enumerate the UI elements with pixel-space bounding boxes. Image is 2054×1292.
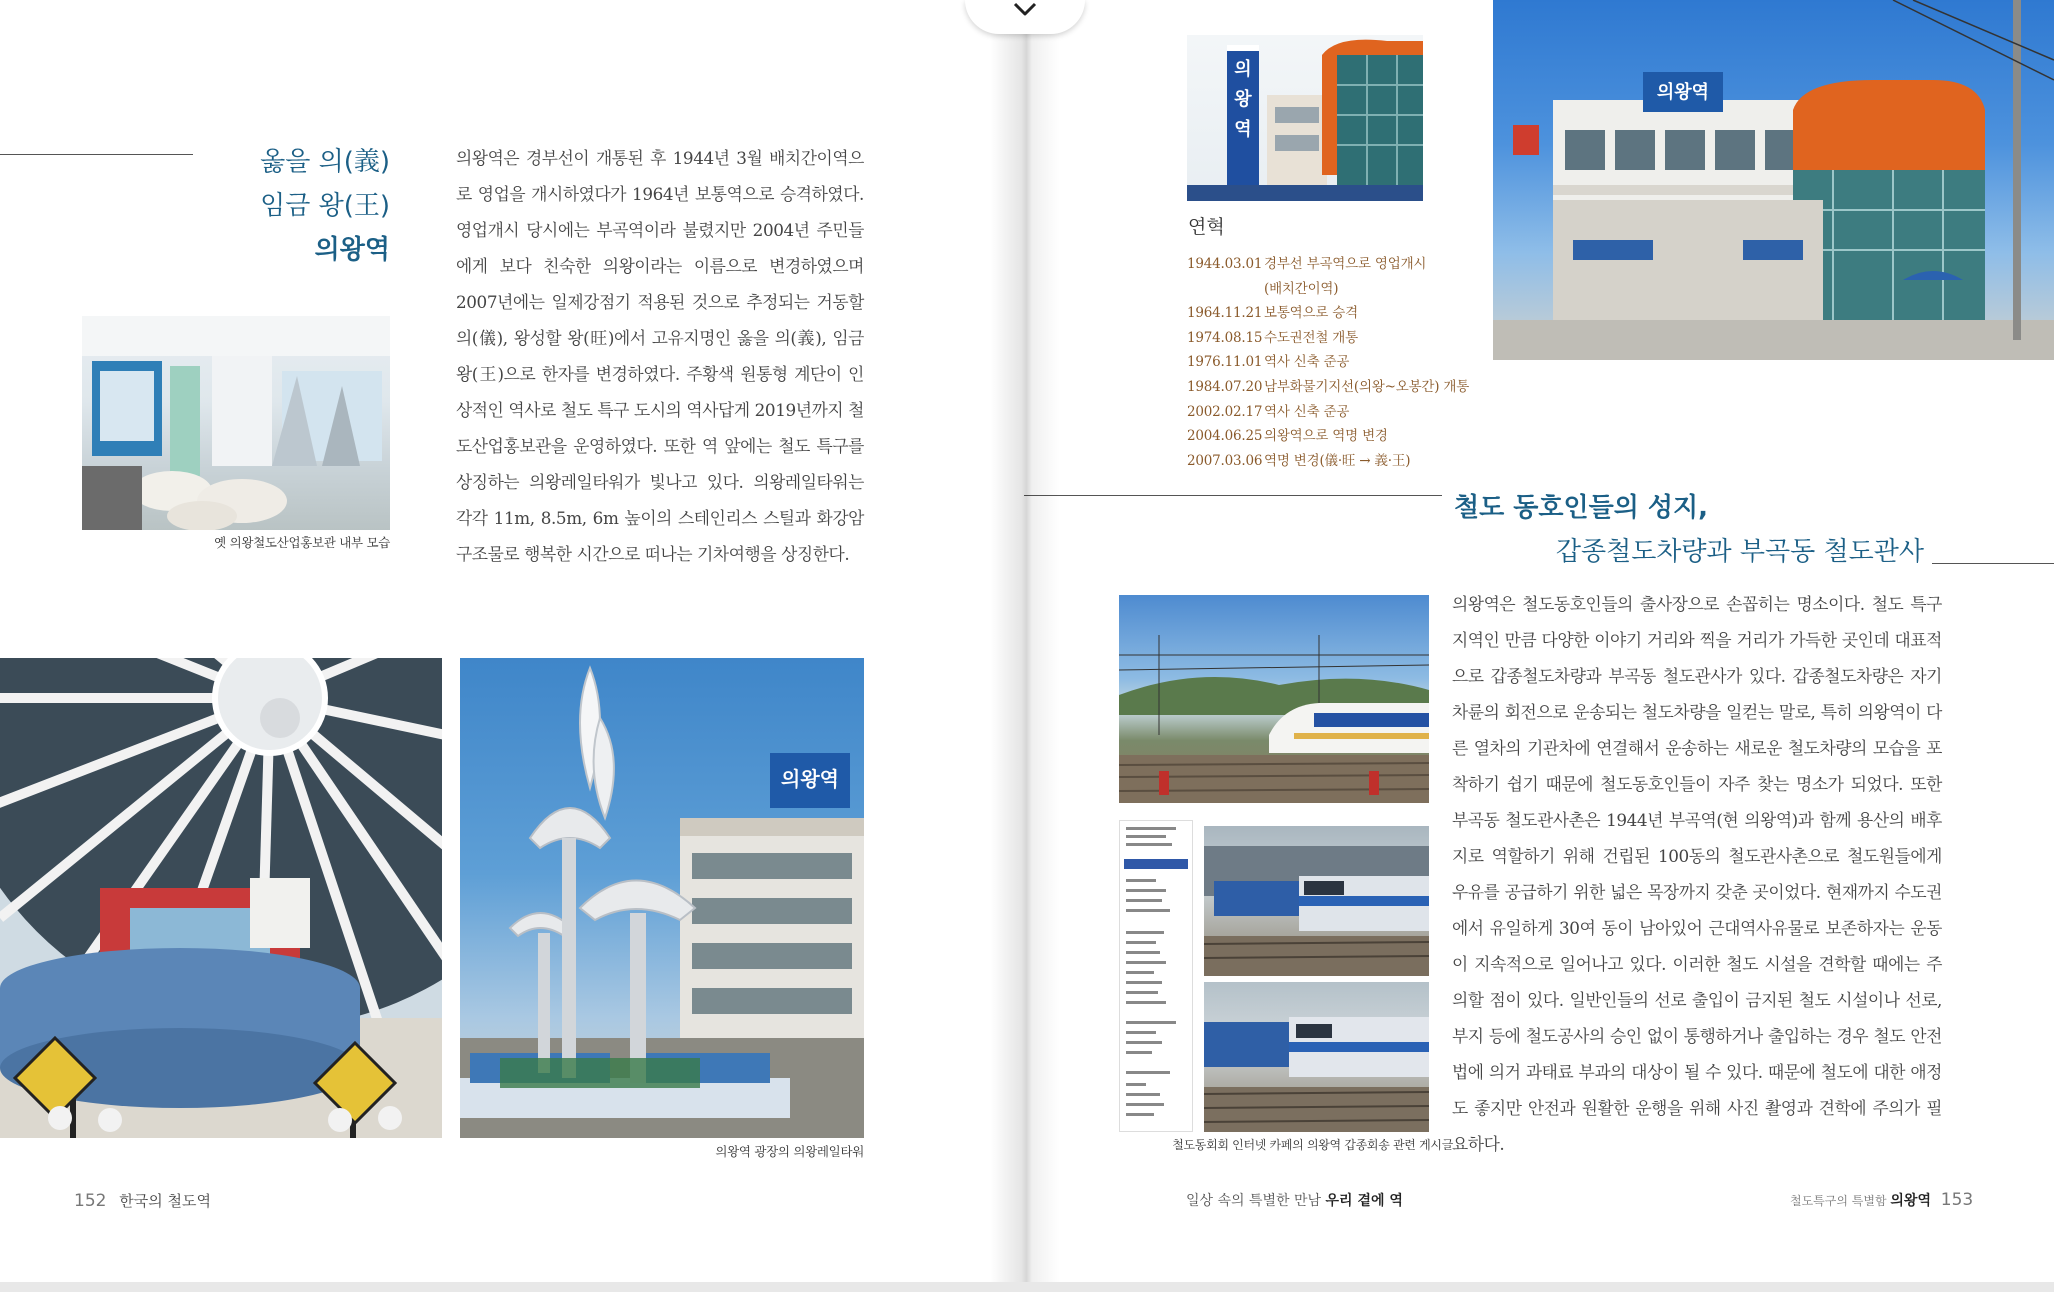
history-row: 2004.06.25 의왕역으로 역명 변경: [1187, 428, 1388, 445]
right-title-rule-left: [1024, 495, 1442, 496]
station-sign-photo: [1187, 35, 1423, 201]
footer-series-bold: 우리 곁에 역: [1325, 1193, 1403, 1209]
section-title-line-2: 갑종철도차량과 부곡동 철도관사: [1555, 537, 1924, 567]
caption-exhibit: 옛 의왕철도산업홍보관 내부 모습: [214, 535, 390, 550]
train-photo-emu-2: [1204, 982, 1429, 1132]
right-footer-right: [1790, 1190, 1973, 1210]
history-row: 1976.11.01 역사 신축 준공: [1187, 354, 1350, 371]
history-row: 1984.07.20 남부화물기지선(의왕~오봉간) 개통: [1187, 378, 1470, 395]
history-row: 2002.02.17 역사 신축 준공: [1187, 403, 1350, 420]
footer-section-bold: 의왕역: [1890, 1193, 1931, 1209]
caption-tower: 의왕역 광장의 의왕레일타워: [715, 1144, 864, 1159]
rail-tower-photo: [460, 658, 864, 1138]
caption-cafe: 철도동회회 인터넷 카페의 의왕역 갑종회송 관련 게시글: [1172, 1138, 1453, 1152]
title-line-1: 옳을 의(義): [260, 147, 390, 177]
right-page: [1024, 0, 2054, 1292]
title-line-3: 의왕역: [314, 235, 390, 265]
history-row: 1964.11.21 보통역으로 승격: [1187, 305, 1358, 322]
right-page-number: 153: [1940, 1190, 1974, 1210]
left-footer-title: 한국의 철도역: [119, 1192, 211, 1210]
train-photo-ktx: [1119, 595, 1429, 803]
station-building-photo: [1493, 0, 2054, 360]
right-footer-center: [1186, 1190, 1403, 1210]
forum-screenshot: [1119, 820, 1193, 1132]
page-bottom-edge: [0, 1282, 2054, 1292]
building-sign-name: 의왕역: [1656, 82, 1710, 103]
chevron-down-icon: [1011, 0, 1039, 20]
right-title-rule-right: [1932, 563, 2054, 564]
right-body-text: 의왕역은 철도동호인들의 출사장으로 손꼽히는 명소이다. 철도 특구 지역인 만큼 다양한 이야기 거리와 찍을 거리가 가득한 곳인데 대표적으로 갑종철도차량과 부곡동 철도관사가 있다. 갑종철도차량은 자기차륜의 회전으로 운송되는 철도차량을 일컫는 말로, 특히 의왕역이 다른 열차의 기관차에 연결해서 운송하는 새로운 철도차량의 모습을 포착하기 쉽기 때문에 철도동호인들이 자주 찾는 명소가 되었다. 또한 부곡동 철도관사촌은 1944년 부곡역(현 의왕역)과 함께 용산의 배후지로 역할하기 위해 건립된 100동의 철도관사촌으로 철도원들에게 우유를 공급하기 위한 넓은 목장까지 갖춘 곳이었다. 현재까지 수도권에서 유일하게 30여 동이 남아있어 근대역사유물로 보존하자는 운동이 지속적으로 일어나고 있다. 이러한 철도 시설을 견학할 때에는 주의할 점이 있다. 일반인들의 선로 출입이 금지된 철도 시설이나 선로, 부지 등에 철도공사의 승인 없이 통행하거나 출입하는 경우 철도 안전법에 의거 과태료 부과의 대상이 될 수 있다. 때문에 철도에 대한 애정도 좋지만 안전과 원활한 운행을 위해 사진 촬영과 견학에 주의가 필요하다.: [1452, 594, 1942, 1154]
left-title-rule: [0, 154, 193, 155]
right-section-title: [1448, 486, 1924, 574]
history-row: (배치간이역): [1264, 280, 1339, 297]
train-photo-emu-1: [1204, 826, 1429, 976]
history-row: 1944.03.01 경부선 부곡역으로 영업개시: [1187, 256, 1427, 272]
left-title: [200, 140, 390, 272]
footer-series-light: 일상 속의 특별한 만남: [1186, 1193, 1322, 1209]
dome-photo: [0, 658, 442, 1138]
footer-section-small: 철도특구의 특별함: [1790, 1194, 1887, 1208]
history-row: 2007.03.06 역명 변경(儀·旺 → 義·王): [1187, 452, 1411, 469]
history-list: [1187, 252, 1517, 473]
left-page-number: 152: [74, 1191, 107, 1211]
left-page: [0, 0, 1024, 1292]
section-title-line-1: 철도 동호인들의 성지,: [1454, 493, 1709, 523]
left-footer: [74, 1190, 211, 1211]
tower-sign-name: 의왕역: [781, 767, 839, 791]
title-line-2: 임금 왕(王): [260, 191, 390, 221]
svg-text:의: 의: [1234, 59, 1252, 80]
left-body-text: 의왕역은 경부선이 개통된 후 1944년 3월 배치간이역으로 영업을 개시하였다가 1964년 보통역으로 승격하였다. 영업개시 당시에는 부곡역이라 불렸지만 2004년 주민들에게 보다 친숙한 의왕이라는 이름으로 변경하였으며 2007년에는 일제강점기 적용된 것으로 추정되는 거동할 의(儀), 왕성할 왕(旺)에서 고유지명인 옳을 의(義), 임금 왕(王)으로 한자를 변경하였다. 주황색 원통형 계단이 인상적인 역사로 철도 특구 도시의 역사답게 2019년까지 철도산업홍보관을 운영하였다. 또한 역 앞에는 철도 특구를 상징하는 의왕레일타워가 빛나고 있다. 의왕레일타워는 각각 11m, 8.5m, 6m 높이의 스테인리스 스틸과 화강암 구조물로 행복한 시간으로 떠나는 기차여행을 상징한다.: [456, 148, 864, 564]
top-collapse-tab[interactable]: [965, 0, 1085, 34]
book-gutter-shadow: [990, 0, 1060, 1292]
svg-text:역: 역: [1234, 119, 1252, 140]
svg-text:왕: 왕: [1234, 89, 1252, 110]
history-row: 1974.08.15 수도권전철 개통: [1187, 329, 1358, 346]
exhibit-hall-photo: [82, 316, 390, 530]
history-title: 연혁: [1188, 216, 1225, 238]
